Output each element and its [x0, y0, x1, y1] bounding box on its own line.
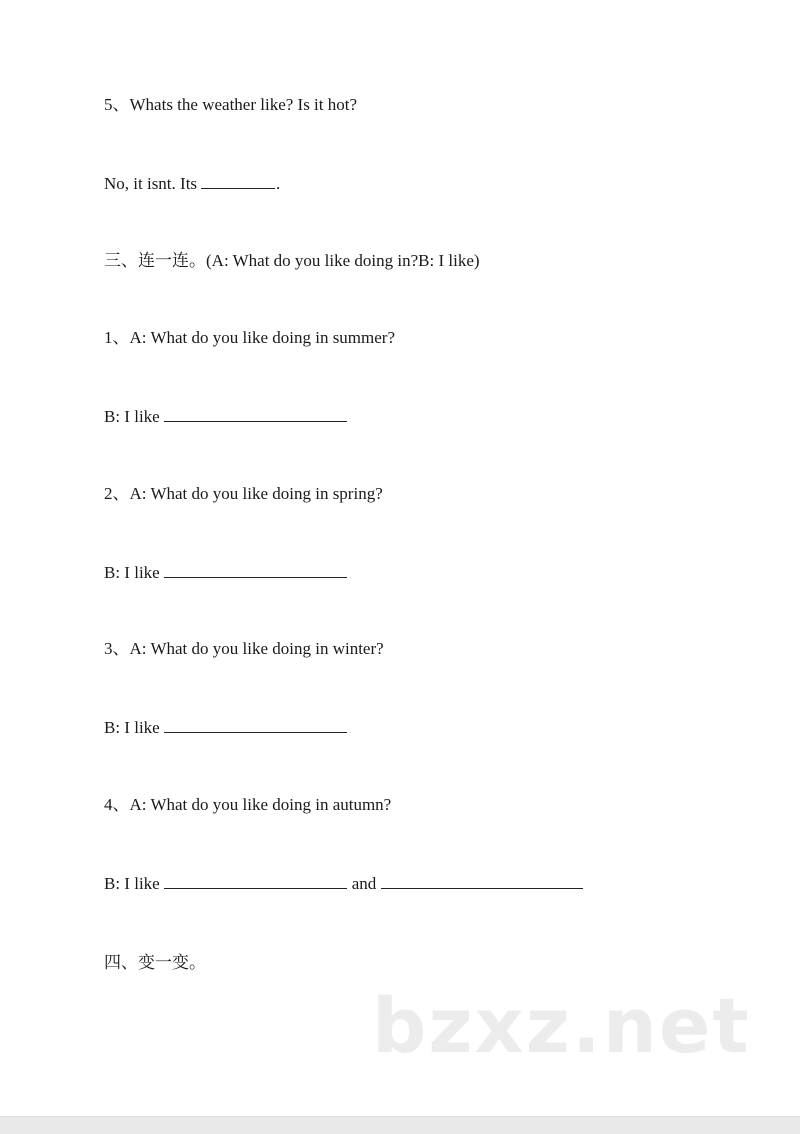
- s3-item3-answer-blank[interactable]: [164, 716, 347, 733]
- q5-answer-line: [104, 172, 280, 195]
- q5-answer-prefix: No, it isnt. Its: [104, 174, 198, 193]
- section4-heading: 四、变一变。: [104, 953, 206, 972]
- page-bottom-edge: [0, 1116, 800, 1134]
- s3-item1-answer-blank[interactable]: [164, 405, 347, 422]
- watermark: bzxz.net: [372, 981, 751, 1070]
- s3-item1-question: 1、A: What do you like doing in summer?: [104, 328, 396, 347]
- s3-item3-answer-prefix: B: I like: [104, 718, 160, 737]
- s3-item1-answer-prefix: B: I like: [104, 407, 160, 426]
- s3-item4-answer-line: [104, 872, 583, 895]
- s3-item2-answer-blank[interactable]: [164, 561, 347, 578]
- s3-item4-connector: and: [351, 874, 377, 893]
- s3-item2-question: 2、A: What do you like doing in spring?: [104, 484, 383, 503]
- s3-item4-answer-blank-2[interactable]: [381, 872, 583, 889]
- section3-heading: 三、连一连。(A: What do you like doing in?B: I like): [104, 251, 480, 270]
- s3-item2-answer-prefix: B: I like: [104, 563, 160, 582]
- s3-item2-answer-line: [104, 561, 347, 584]
- s3-item4-answer-prefix: B: I like: [104, 874, 160, 893]
- s3-item3-question: 3、A: What do you like doing in winter?: [104, 639, 384, 658]
- q5-question: 5、Whats the weather like? Is it hot?: [104, 95, 358, 114]
- s3-item3-answer-line: [104, 716, 347, 739]
- q5-answer-suffix: .: [276, 174, 281, 193]
- s3-item1-answer-line: [104, 405, 347, 428]
- s3-item4-answer-blank-1[interactable]: [164, 872, 347, 889]
- s3-item4-question: 4、A: What do you like doing in autumn?: [104, 795, 392, 814]
- q5-answer-blank[interactable]: [201, 172, 275, 189]
